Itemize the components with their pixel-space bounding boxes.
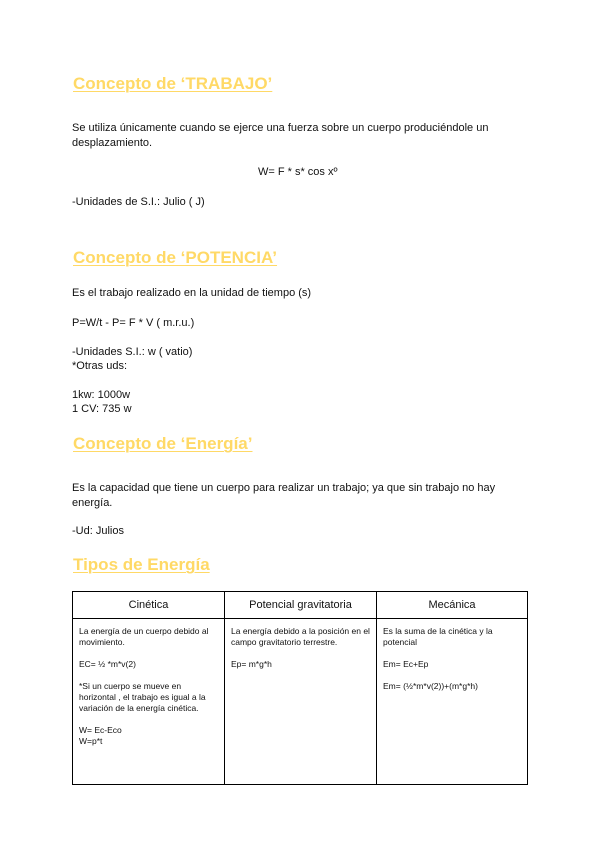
energy-types-table <box>72 591 528 785</box>
header-potencial: Potencial gravitatoria <box>225 592 377 619</box>
potencia-cv: 1 CV: 735 w <box>72 403 132 415</box>
energia-units: -Ud: Julios <box>72 525 124 537</box>
cell-mecanica <box>377 619 528 785</box>
potencial-formula: Ep= m*g*h <box>231 659 272 669</box>
trabajo-units: -Unidades de S.I.: Julio ( J) <box>72 196 205 208</box>
potencia-formula: P=W/t - P= F * V ( m.r.u.) <box>72 317 195 329</box>
cell-cinetica <box>73 619 225 785</box>
header-mecanica: Mecánica <box>377 592 528 619</box>
table-header-row <box>73 592 528 619</box>
cinetica-note: *Si un cuerpo se mueve en horizontal , el trabajo es igual a la variación de la energía cinética. <box>79 681 206 713</box>
cinetica-formula: EC= ½ *m*v(2) <box>79 659 136 669</box>
energia-definition: Es la capacidad que tiene un cuerpo para realizar un trabajo; ya que sin trabajo no hay energía. <box>72 482 496 509</box>
table-row <box>73 619 528 785</box>
mecanica-definition: Es la suma de la cinética y la potencial <box>383 626 493 647</box>
heading-trabajo: Concepto de ‘TRABAJO’ <box>73 74 273 93</box>
mecanica-formula1: Em= Ec+Ep <box>383 659 429 669</box>
trabajo-definition: Se utiliza únicamente cuando se ejerce una fuerza sobre un cuerpo produciéndole un desplazamiento. <box>72 122 489 149</box>
potencia-units: -Unidades S.I.: w ( vatio) <box>72 346 193 358</box>
mecanica-formula2: Em= (½*m*v(2))+(m*g*h) <box>383 681 478 691</box>
header-cinetica: Cinética <box>73 592 225 619</box>
cinetica-definition: La energía de un cuerpo debido al movimiento. <box>79 626 209 647</box>
cinetica-work2: W=p*t <box>79 736 103 746</box>
heading-energia: Concepto de ‘Energía’ <box>73 434 253 453</box>
trabajo-formula: W= F * s* cos xº <box>258 166 338 178</box>
potencia-other-units: *Otras uds: <box>72 360 128 372</box>
potencia-kw: 1kw: 1000w <box>72 389 131 401</box>
heading-tipos-energia: Tipos de Energía <box>73 555 210 574</box>
potencia-definition: Es el trabajo realizado en la unidad de tiempo (s) <box>72 287 312 299</box>
potencial-definition: La energía debido a la posición en el campo gravitatorio terrestre. <box>231 626 370 647</box>
cinetica-work1: W= Ec-Eco <box>79 725 122 735</box>
heading-potencia: Concepto de ‘POTENCIA’ <box>73 248 278 267</box>
cell-potencial <box>225 619 377 785</box>
